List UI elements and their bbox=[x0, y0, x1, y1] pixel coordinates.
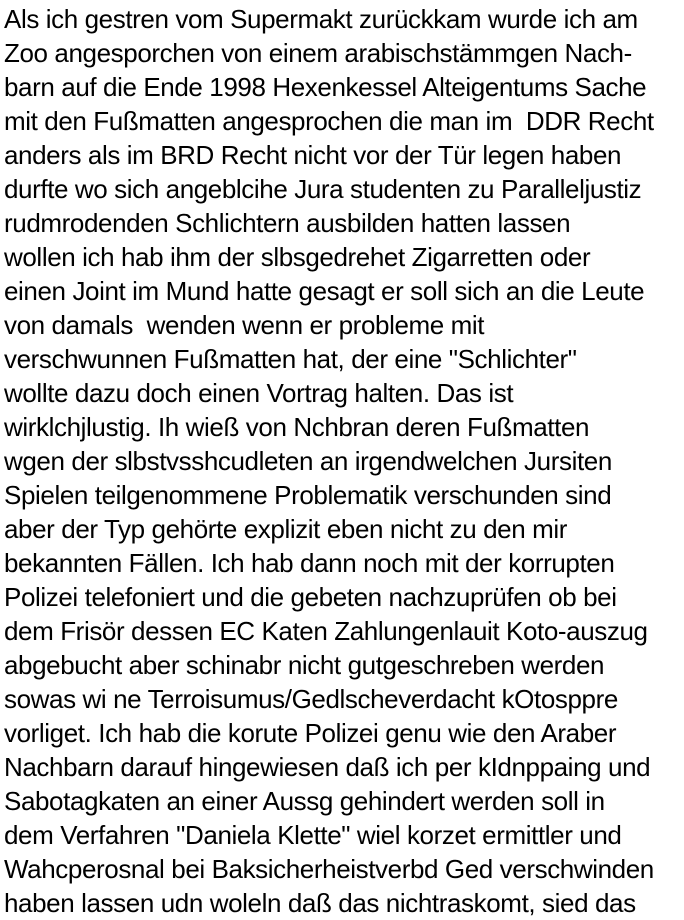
text-line: Nachbarn darauf hingewiesen daß ich per kIdnppaing und bbox=[4, 752, 651, 782]
text-line: wollte dazu doch einen Vortrag halten. Das ist bbox=[4, 378, 514, 408]
text-line: Spielen teilgenommene Problematik verschunden sind bbox=[4, 480, 612, 510]
text-line: dem Verfahren "Daniela Klette" wiel korzet ermittler und bbox=[4, 820, 622, 850]
text-line: aber der Typ gehörte explizit eben nicht zu den mir bbox=[4, 514, 568, 544]
text-line: verschwunnen Fußmatten hat, der eine "Schlichter" bbox=[4, 344, 577, 374]
text-line: wirklchjlustig. Ih wieß von Nchbran deren Fußmatten bbox=[4, 412, 590, 442]
text-line: abgebucht aber schinabr nicht gutgeschreben werden bbox=[4, 650, 605, 680]
text-line: Sabotagkaten an einer Aussg gehindert werden soll in bbox=[4, 786, 605, 816]
text-line: durfte wo sich angeblcihe Jura studenten zu Paralleljustiz bbox=[4, 174, 642, 204]
text-line: Als ich gestren vom Supermakt zurückkam wurde ich am bbox=[4, 4, 638, 34]
text-line: wgen der slbstvsshcudleten an irgendwelchen Jursiten bbox=[4, 446, 612, 476]
text-line: Zoo angesporchen von einem arabischstämmgen Nach- bbox=[4, 38, 632, 68]
text-line: sowas wi ne Terroisumus/Gedlscheverdacht kOtosppre bbox=[4, 684, 618, 714]
text-line: einen Joint im Mund hatte gesagt er soll sich an die Leute bbox=[4, 276, 645, 306]
text-line: Wahcperosnal bei Baksicherheistverbd Ged verschwinden bbox=[4, 854, 654, 884]
text-line: haben lassen udn woleln daß das nichtraskomt, sied das bbox=[4, 888, 636, 918]
text-line: Polizei telefoniert und die gebeten nachzuprüfen ob bei bbox=[4, 582, 617, 612]
text-line: vorliget. Ich hab die korute Polizei genu wie den Araber bbox=[4, 718, 617, 748]
text-line: rudmrodenden Schlichtern ausbilden hatten lassen bbox=[4, 208, 571, 238]
text-line: dem Frisör dessen EC Katen Zahlungenlauit Koto-auszug bbox=[4, 616, 648, 646]
text-line: mit den Fußmatten angesprochen die man im DDR Recht bbox=[4, 106, 654, 136]
text-line: wollen ich hab ihm der slbsgedrehet Zigarretten oder bbox=[4, 242, 591, 272]
text-line: von damals wenden wenn er probleme mit bbox=[4, 310, 485, 340]
text-line: bekannten Fällen. Ich hab dann noch mit der korrupten bbox=[4, 548, 615, 578]
text-line: barn auf die Ende 1998 Hexenkessel Alteigentums Sache bbox=[4, 72, 647, 102]
text-line: anders als im BRD Recht nicht vor der Tür legen haben bbox=[4, 140, 622, 170]
